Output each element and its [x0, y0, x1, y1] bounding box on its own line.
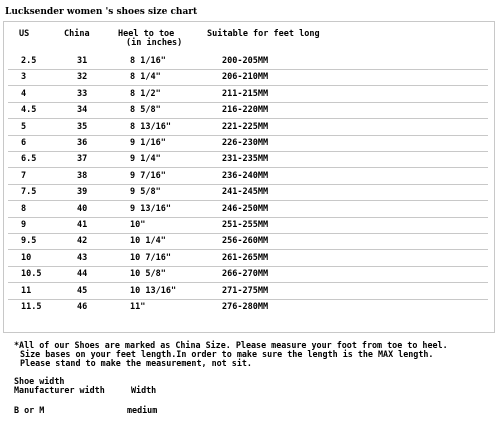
cell-us: 6.5	[21, 154, 37, 164]
cell-china: 41	[77, 220, 88, 230]
cell-us: 10.5	[21, 269, 42, 279]
shoe-width-title: Shoe width	[14, 376, 65, 386]
table-row	[0, 139, 500, 151]
cell-heel-to-toe: 8 1/2"	[130, 89, 161, 99]
note-line-2: Size bases on your feet length.In order to make sure the length is the MAX length.	[20, 349, 434, 359]
cell-feet-long: 211-215MM	[222, 89, 269, 99]
cell-heel-to-toe: 10 13/16"	[130, 286, 177, 296]
cell-us: 3	[21, 72, 27, 82]
table-row	[0, 188, 500, 200]
header-china: China	[64, 29, 90, 39]
cell-feet-long: 271-275MM	[222, 286, 269, 296]
cell-heel-to-toe: 10 7/16"	[130, 253, 171, 263]
cell-feet-long: 226-230MM	[222, 138, 269, 148]
cell-heel-to-toe: 8 1/4"	[130, 72, 161, 82]
row-divider	[8, 200, 488, 201]
cell-feet-long: 261-265MM	[222, 253, 269, 263]
note-line-3: Please stand to make the measurement, not sit.	[20, 358, 252, 368]
cell-us: 6	[21, 138, 27, 148]
cell-china: 45	[77, 286, 88, 296]
row-divider	[8, 266, 488, 267]
cell-us: 9	[21, 220, 27, 230]
cell-feet-long: 200-205MM	[222, 56, 269, 66]
cell-heel-to-toe: 9 1/4"	[130, 154, 161, 164]
cell-feet-long: 276-280MM	[222, 302, 269, 312]
width-value: medium	[127, 405, 158, 415]
cell-us: 7	[21, 171, 27, 181]
cell-china: 43	[77, 253, 88, 263]
chart-title: Lucksender women 's shoes size chart	[5, 7, 198, 17]
cell-heel-to-toe: 10 1/4"	[130, 236, 166, 246]
table-row	[0, 73, 500, 85]
table-row	[0, 172, 500, 184]
cell-china: 35	[77, 122, 88, 132]
row-divider	[8, 135, 488, 136]
note-line-1: *All of our Shoes are marked as China Size. Please measure your foot from toe to heel.	[14, 340, 448, 350]
cell-china: 38	[77, 171, 88, 181]
cell-heel-to-toe: 10 5/8"	[130, 269, 166, 279]
cell-feet-long: 246-250MM	[222, 204, 269, 214]
cell-us: 11	[21, 286, 32, 296]
cell-us: 5	[21, 122, 27, 132]
cell-china: 37	[77, 154, 88, 164]
row-divider	[8, 118, 488, 119]
cell-heel-to-toe: 10"	[130, 220, 146, 230]
header-heel-unit: (in inches)	[126, 38, 183, 48]
cell-us: 8	[21, 204, 27, 214]
cell-feet-long: 206-210MM	[222, 72, 269, 82]
cell-feet-long: 266-270MM	[222, 269, 269, 279]
cell-us: 4	[21, 89, 27, 99]
cell-us: 9.5	[21, 236, 37, 246]
row-divider	[8, 233, 488, 234]
table-row	[0, 287, 500, 299]
cell-feet-long: 256-260MM	[222, 236, 269, 246]
table-row	[0, 221, 500, 233]
row-divider	[8, 85, 488, 86]
row-divider	[8, 217, 488, 218]
cell-heel-to-toe: 8 13/16"	[130, 122, 171, 132]
table-row	[0, 155, 500, 167]
table-row	[0, 270, 500, 282]
manufacturer-width-header: Manufacturer width	[14, 385, 105, 395]
header-heel-to-toe: Heel to toe	[118, 29, 175, 39]
table-row	[0, 303, 500, 315]
cell-china: 33	[77, 89, 88, 99]
cell-us: 4.5	[21, 105, 37, 115]
cell-heel-to-toe: 8 5/8"	[130, 105, 161, 115]
cell-china: 44	[77, 269, 88, 279]
row-divider	[8, 299, 488, 300]
cell-china: 34	[77, 105, 88, 115]
cell-feet-long: 241-245MM	[222, 187, 269, 197]
cell-feet-long: 231-235MM	[222, 154, 269, 164]
cell-heel-to-toe: 9 1/16"	[130, 138, 166, 148]
table-row	[0, 237, 500, 249]
table-row	[0, 254, 500, 266]
manufacturer-width-value: B or M	[14, 405, 45, 415]
cell-heel-to-toe: 9 13/16"	[130, 204, 171, 214]
cell-feet-long: 216-220MM	[222, 105, 269, 115]
cell-china: 36	[77, 138, 88, 148]
row-divider	[8, 151, 488, 152]
header-feet-long: Suitable for feet long	[207, 29, 320, 39]
table-row	[0, 123, 500, 135]
cell-feet-long: 221-225MM	[222, 122, 269, 132]
cell-china: 40	[77, 204, 88, 214]
table-row	[0, 57, 500, 69]
table-row	[0, 205, 500, 217]
cell-china: 31	[77, 56, 88, 66]
cell-feet-long: 251-255MM	[222, 220, 269, 230]
cell-heel-to-toe: 8 1/16"	[130, 56, 166, 66]
cell-china: 42	[77, 236, 88, 246]
header-us: US	[19, 29, 30, 39]
cell-heel-to-toe: 9 5/8"	[130, 187, 161, 197]
cell-china: 39	[77, 187, 88, 197]
table-row	[0, 90, 500, 102]
row-divider	[8, 282, 488, 283]
cell-us: 10	[21, 253, 32, 263]
row-divider	[8, 69, 488, 70]
row-divider	[8, 167, 488, 168]
row-divider	[8, 249, 488, 250]
cell-us: 2.5	[21, 56, 37, 66]
cell-us: 11.5	[21, 302, 42, 312]
cell-heel-to-toe: 11"	[130, 302, 146, 312]
cell-china: 46	[77, 302, 88, 312]
cell-heel-to-toe: 9 7/16"	[130, 171, 166, 181]
cell-us: 7.5	[21, 187, 37, 197]
table-row	[0, 106, 500, 118]
width-header: Width	[131, 385, 157, 395]
row-divider	[8, 184, 488, 185]
cell-china: 32	[77, 72, 88, 82]
row-divider	[8, 102, 488, 103]
cell-feet-long: 236-240MM	[222, 171, 269, 181]
